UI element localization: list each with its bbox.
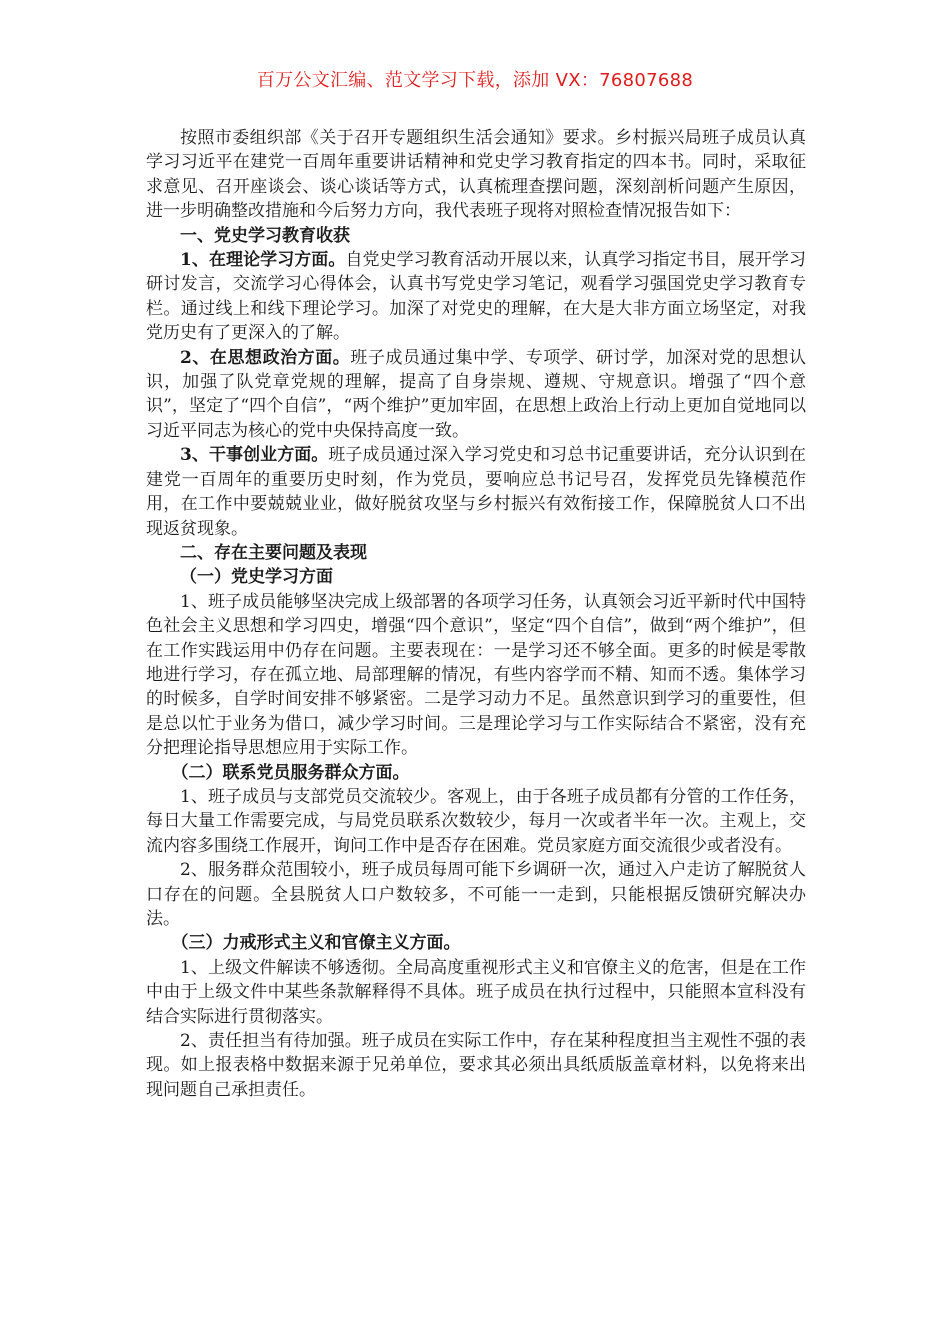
header-banner: 百万公文汇编、范文学习下载，添加 VX：76807688	[256, 70, 694, 91]
subsection-1-paragraph-1: 1、班子成员能够坚决完成上级部署的各项学习任务，认真领会习近平新时代中国特色社会主义思想和学习四史，增强“四个意识”，坚定“四个自信”，做到“两个维护”，但在工作实践运用中仍存在问题。主要表现在：一是学习还不够全面。更多的时候是零散地进行学习，存在孤立地、局部理解的情况，有些内容学而不精、知而不透。集体学习的时候多，自学时间安排不够紧密。二是学习动力不足。虽然意识到学习的重要性，但是总以忙于业务为借口，减少学习时间。三是理论学习与工作实际结合不紧密，没有充分把理论指导思想应用于实际工作。	[146, 591, 806, 759]
subsection-3-heading: （三）力戒形式主义和官僚主义方面。	[171, 933, 461, 954]
section-2-heading: 二、存在主要问题及表现	[180, 542, 367, 563]
section-1-item-2	[146, 346, 806, 444]
item-text: 自党史学习教育活动开展以来，认真学习指定书目，展开学习研讨发言，交流学习心得体会，认真书写党史学习笔记，观看学习强国党史学习教育专栏。通过线上和线下理论学习。加深了对党史的理解，在大是大非方面立场坚定，对我党历史有了更深入的了解。	[146, 250, 806, 344]
subsection-3-paragraph-2: 2、责任担当有待加强。班子成员在实际工作中，存在某种程度担当主观性不强的表现。如上报表格中数据来源于兄弟单位，要求其必须出具纸质版盖章材料，以免将来出现问题自己承担责任。	[146, 1031, 806, 1100]
section-1-item-1	[146, 248, 806, 346]
subsection-2-paragraph-2: 2、服务群众范围较小，班子成员每周可能下乡调研一次，通过入户走访了解脱贫人口存在的问题。全县脱贫人口户数较多，不可能一一走到，只能根据反馈研究解决办法。	[146, 860, 806, 929]
section-1-item-3	[146, 443, 806, 541]
item-text: 班子成员通过集中学、专项学、研讨学，加深对党的思想认识，加强了队党章党规的理解，提高了自身崇规、遵规、守规意识。增强了“四个意识”，坚定了“四个自信”，“两个维护”更加牢固，在思想上政治上行动上更加自觉地同以习近平同志为核心的党中央保持高度一致。	[146, 347, 806, 441]
subsection-3-paragraph-1: 1、上级文件解读不够透彻。全局高度重视形式主义和官僚主义的危害，但是在工作中由于上级文件中某些条款解释得不具体。班子成员在执行过程中，只能照本宣科没有结合实际进行贯彻落实。	[146, 957, 806, 1027]
subsection-2-heading: （二）联系党员服务群众方面。	[171, 762, 410, 783]
item-lead: 3、干事创业方面。	[180, 445, 329, 466]
document-body	[146, 126, 806, 1102]
section-1-heading: 一、党史学习教育收获	[180, 225, 350, 246]
subsection-2-paragraph-1: 1、班子成员与支部党员交流较少。客观上，由于各班子成员都有分管的工作任务，每日大量工作需要完成，与局党员联系次数较少，每月一次或者半年一次。主观上，交流内容多围绕工作展开，询问工作中是否存在困难。党员家庭方面交流很少或者没有。	[146, 786, 806, 856]
subsection-1-heading: （一）党史学习方面	[180, 567, 333, 588]
item-text: 班子成员通过深入学习党史和习总书记重要讲话，充分认识到在建党一百周年的重要历史时刻，作为党员，要响应总书记号召，发挥党员先锋模范作用，在工作中要兢兢业业，做好脱贫攻坚与乡村振兴有效衔接工作，保障脱贫人口不出现返贫现象。	[146, 445, 806, 539]
intro-paragraph: 按照市委组织部《关于召开专题组织生活会通知》要求。乡村振兴局班子成员认真学习习近平在建党一百周年重要讲话精神和党史学习教育指定的四本书。同时，采取征求意见、召开座谈会、谈心谈话等方式，认真梳理查摆问题，深刻剖析问题产生原因，进一步明确整改措施和今后努力方向，我代表班子现将对照检查情况报告如下：	[146, 128, 806, 222]
item-lead: 2、在思想政治方面。	[180, 347, 351, 368]
item-lead: 1、在理论学习方面。	[180, 250, 346, 271]
